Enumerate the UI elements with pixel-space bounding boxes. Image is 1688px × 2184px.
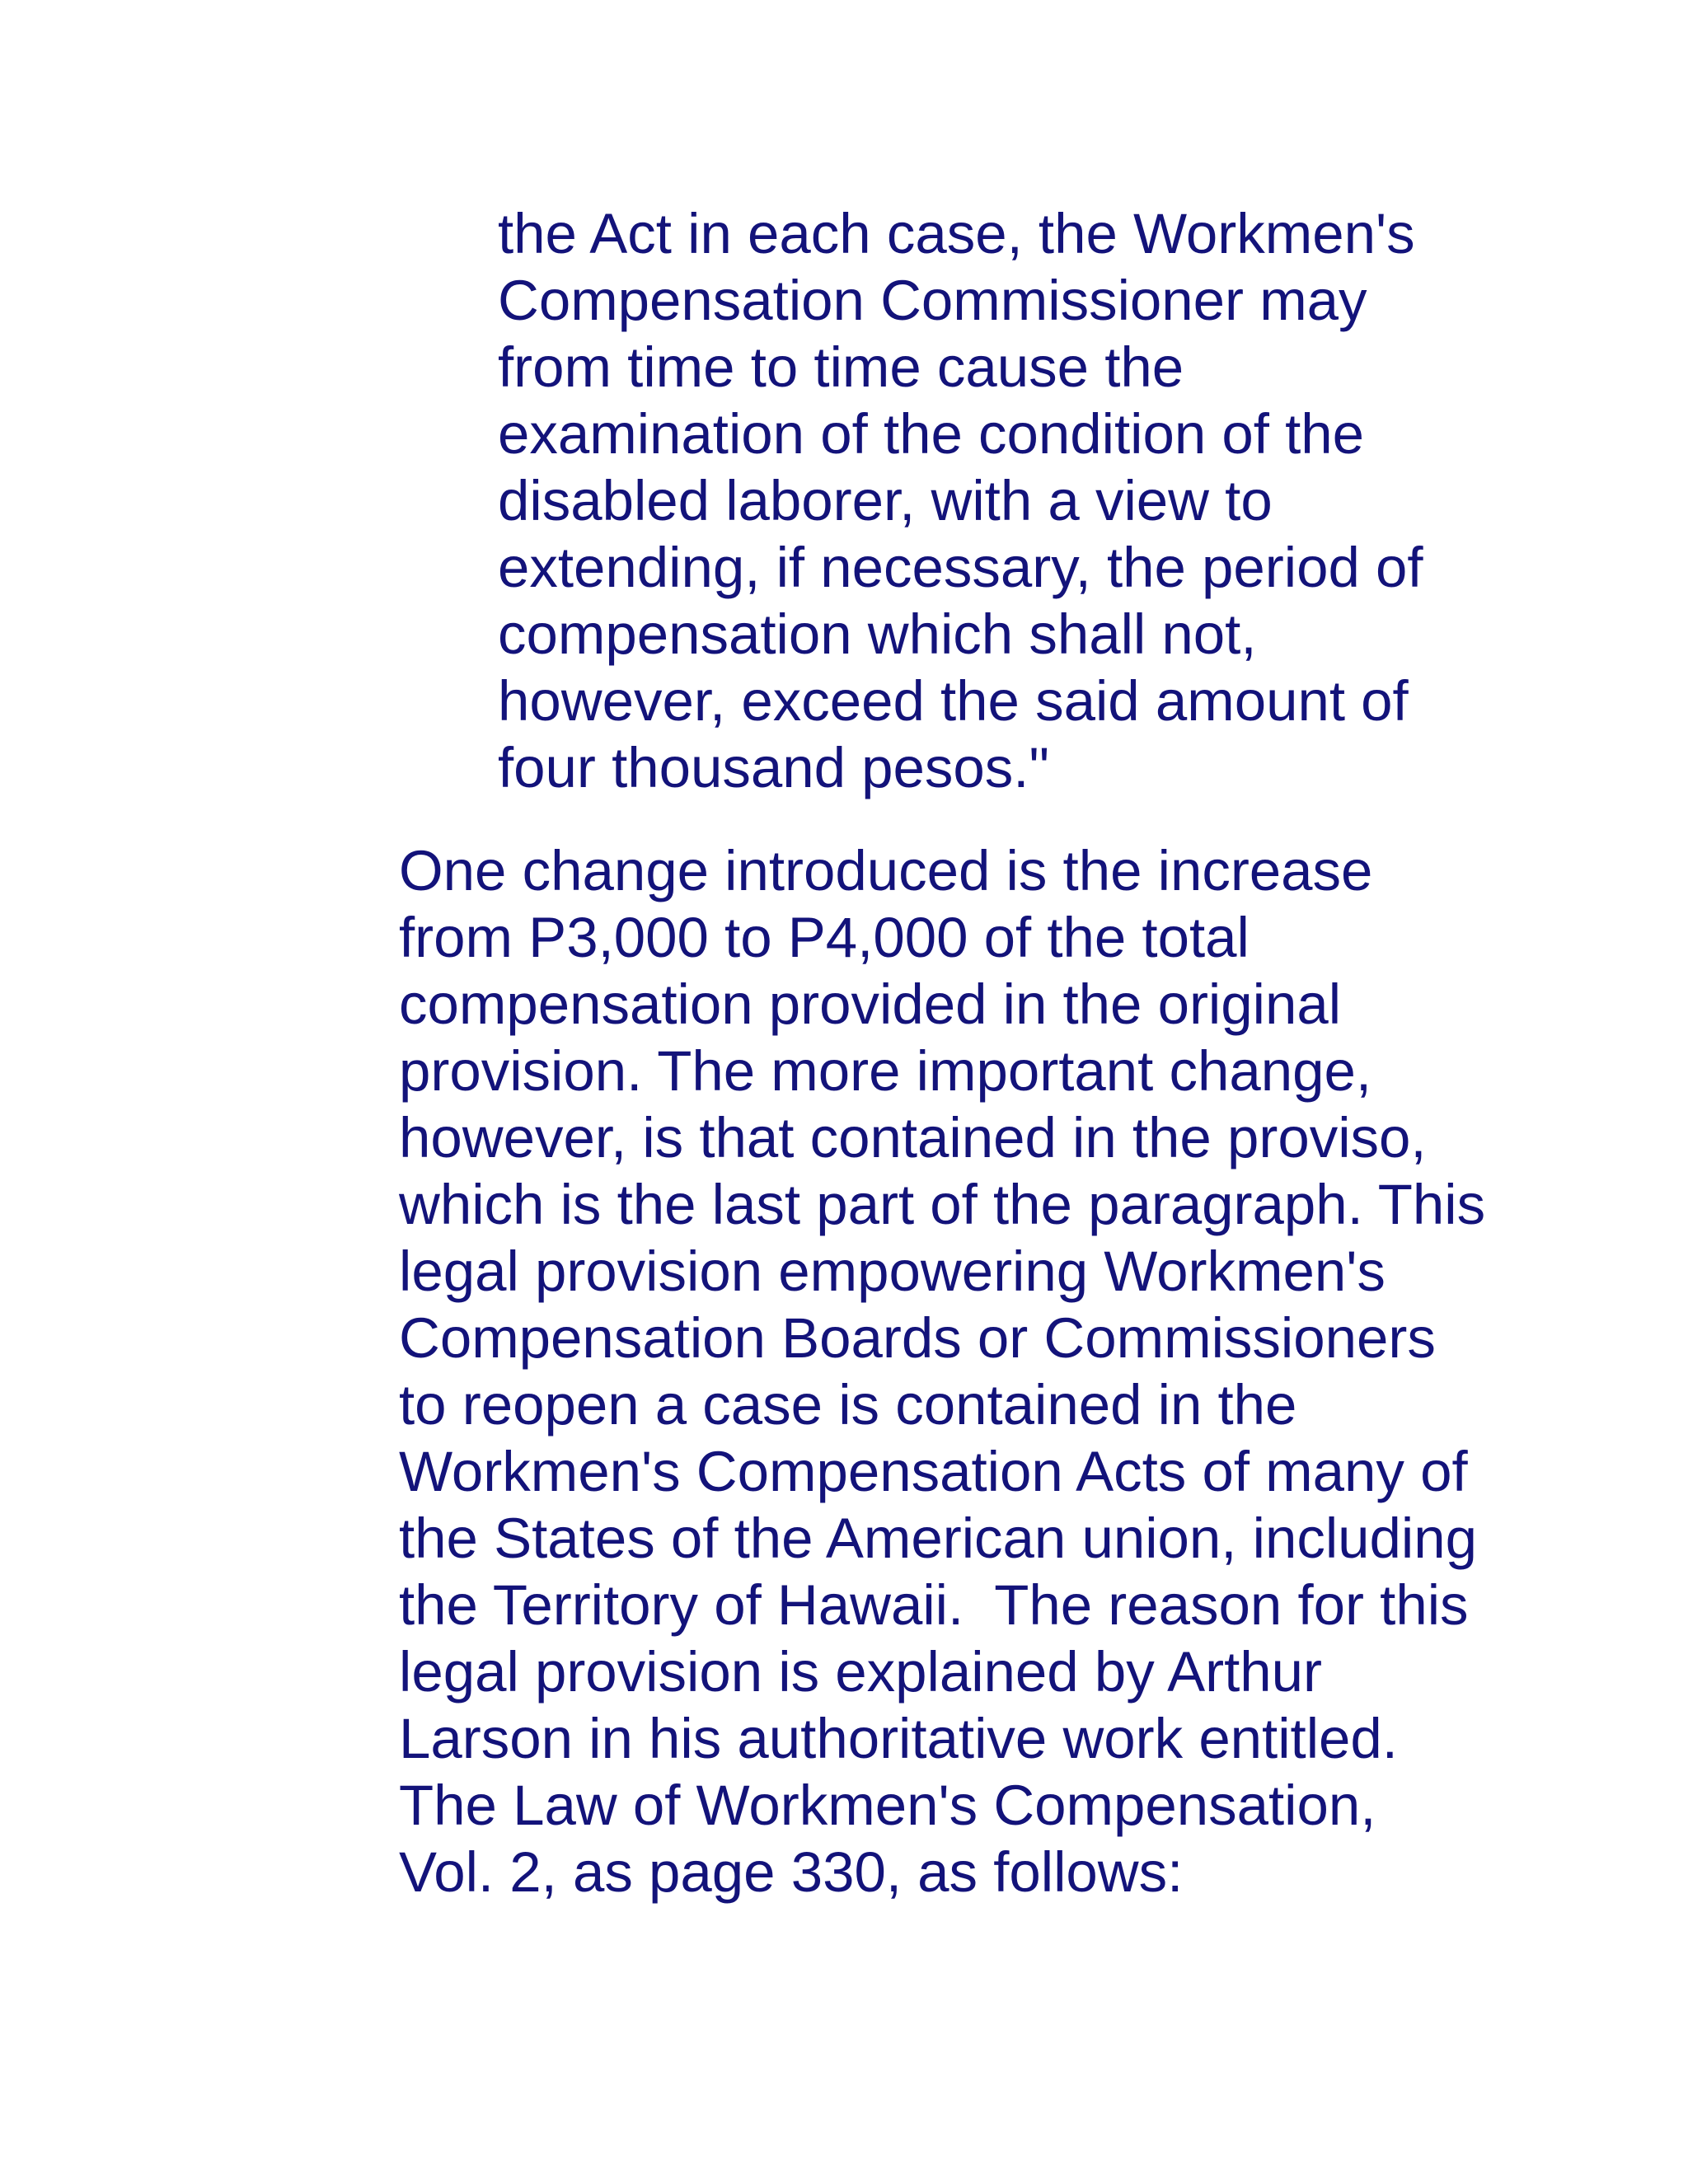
paragraph-line: however, is that contained in the proviso, xyxy=(399,1106,1427,1169)
quote-line: extending, if necessary, the period of xyxy=(498,536,1423,599)
quote-line: however, exceed the said amount of xyxy=(498,669,1409,733)
paragraph-line: which is the last part of the paragraph. This xyxy=(399,1173,1486,1236)
quote-line: examination of the condition of the xyxy=(498,402,1365,466)
paragraph-line: the Territory of Hawaii. The reason for this xyxy=(399,1573,1469,1637)
paragraph-line: Vol. 2, as page 330, as follows: xyxy=(399,1840,1184,1904)
paragraph-line: Larson in his authoritative work entitled. xyxy=(399,1707,1398,1770)
quote-line: compensation which shall not, xyxy=(498,602,1257,666)
paragraph-line: legal provision empowering Workmen's xyxy=(399,1240,1386,1303)
paragraph-line: Compensation Boards or Commissioners xyxy=(399,1306,1436,1370)
paragraph-line: legal provision is explained by Arthur xyxy=(399,1640,1322,1704)
paragraph-line: the States of the American union, including xyxy=(399,1507,1478,1570)
paragraph-line: The Law of Workmen's Compensation, xyxy=(399,1774,1376,1837)
paragraph-line: to reopen a case is contained in the xyxy=(399,1373,1297,1436)
paragraph-line: Workmen's Compensation Acts of many of xyxy=(399,1440,1468,1503)
quote-line: Compensation Commissioner may xyxy=(498,269,1367,332)
paragraph-line: One change introduced is the increase xyxy=(399,839,1373,902)
quote-line: the Act in each case, the Workmen's xyxy=(498,202,1415,265)
paragraph-line: compensation provided in the original xyxy=(399,972,1342,1036)
quote-line: four thousand pesos." xyxy=(498,736,1049,799)
quote-line: disabled laborer, with a view to xyxy=(498,469,1273,532)
paragraph-line: from P3,000 to P4,000 of the total xyxy=(399,906,1250,969)
paragraph-line: provision. The more important change, xyxy=(399,1039,1372,1103)
quote-line: from time to time cause the xyxy=(498,335,1184,399)
